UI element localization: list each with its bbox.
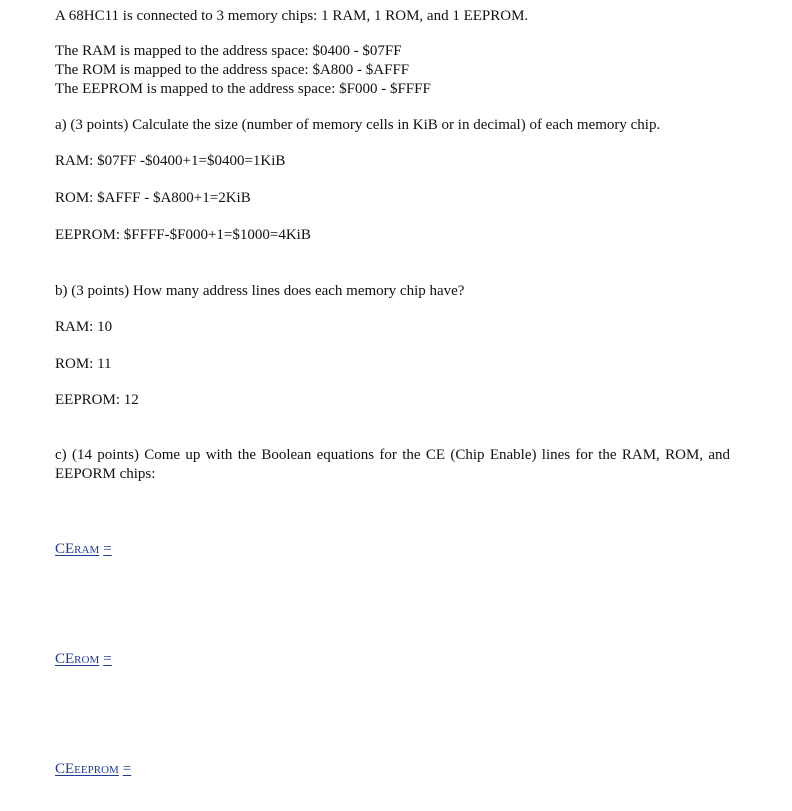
eeprom-mapping-text: The EEPROM is mapped to the address space: $F000 - $FFFF <box>55 81 431 97</box>
part-b-rom-answer: ROM: 11 <box>55 356 112 372</box>
ce-ram-prefix: CE <box>55 541 75 557</box>
ce-ram-equation[interactable] <box>55 540 112 560</box>
ce-rom-equation[interactable] <box>55 650 112 670</box>
ce-eeprom-equation[interactable] <box>55 760 131 780</box>
ce-ram-equals: = <box>103 541 112 557</box>
intro-text: A 68HC11 is connected to 3 memory chips: 1 RAM, 1 ROM, and 1 EEPROM. <box>55 8 529 24</box>
ram-mapping-text: The RAM is mapped to the address space: $0400 - $07FF <box>55 43 402 59</box>
part-a-eeprom-answer: EEPROM: $FFFF-$F000+1=$1000=4KiB <box>55 227 311 243</box>
part-a-rom-answer: ROM: $AFFF - $A800+1=2KiB <box>55 190 251 206</box>
rom-mapping-text: The ROM is mapped to the address space: $A800 - $AFFF <box>55 62 410 78</box>
part-a-ram-answer: RAM: $07FF -$0400+1=$0400=1KiB <box>55 153 286 169</box>
ce-rom-equals: = <box>103 651 112 667</box>
ce-rom-subscript: ROM <box>74 654 100 666</box>
part-b-eeprom-answer: EEPROM: 12 <box>55 392 139 408</box>
ce-eeprom-prefix: CE <box>55 761 75 777</box>
ce-eeprom-equals: = <box>122 761 132 777</box>
part-c-question: c) (14 points) Come up with the Boolean equations for the CE (Chip Enable) lines for the RAM, ROM, and EEPORM chips: <box>55 447 730 482</box>
ce-ram-subscript: RAM <box>74 544 100 556</box>
part-b-question: b) (3 points) How many address lines does each memory chip have? <box>55 283 465 299</box>
ce-eeprom-subscript: EEPROM <box>74 764 119 776</box>
part-b-ram-answer: RAM: 10 <box>55 319 113 335</box>
part-a-question: a) (3 points) Calculate the size (number of memory cells in KiB or in decimal) of each memory chip. <box>55 117 661 133</box>
ce-rom-prefix: CE <box>55 651 75 667</box>
